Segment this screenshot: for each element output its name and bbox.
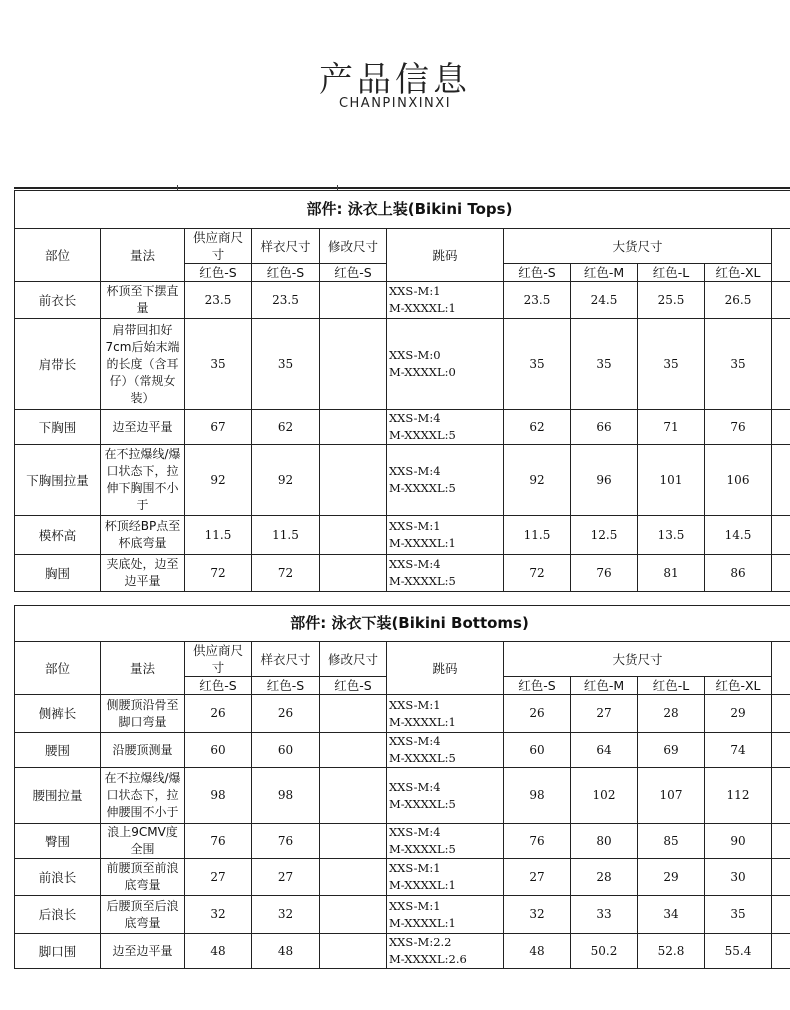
size-header: 红色-S	[320, 677, 387, 695]
bulk-size-xl-cell: 55.4	[705, 934, 772, 969]
jump-rule: M-XXXXL:5	[389, 428, 456, 442]
bulk-size-s-cell: 60	[504, 733, 571, 768]
part-cell: 臀围	[15, 824, 101, 859]
sample-size-cell: 11.5	[252, 516, 320, 555]
sample-size-cell: 32	[252, 896, 320, 934]
table-row	[15, 410, 790, 445]
jump-cell	[387, 516, 504, 555]
jump-cell	[387, 410, 504, 445]
size-header: 红色-L	[638, 264, 705, 282]
col-header-supplier: 供应商尺寸	[185, 229, 252, 264]
modified-size-cell	[320, 282, 387, 319]
part-cell: 肩带长	[15, 319, 101, 410]
method-cell: 后腰顶至后浪底弯量	[101, 896, 185, 934]
bulk-size-s-cell: 11.5	[504, 516, 571, 555]
jump-rule: XXS-M:4	[389, 825, 441, 839]
bulk-size-xl-cell: 29	[705, 695, 772, 733]
edge-cell	[772, 768, 790, 824]
method-cell: 在不拉爆线/爆口状态下，拉伸下胸围不小于	[101, 445, 185, 516]
jump-rule: M-XXXXL:1	[389, 536, 456, 550]
bulk-size-xl-cell: 112	[705, 768, 772, 824]
sample-size-cell: 26	[252, 695, 320, 733]
size-header: 红色-S	[252, 264, 320, 282]
tops-table-title: 部件: 泳衣上装(Bikini Tops)	[15, 191, 790, 229]
table-row	[15, 516, 790, 555]
jump-rule: XXS-M:4	[389, 557, 441, 571]
edge-cell	[772, 282, 790, 319]
bulk-size-l-cell: 34	[638, 896, 705, 934]
bulk-size-s-cell: 72	[504, 555, 571, 592]
bulk-size-xl-cell: 14.5	[705, 516, 772, 555]
modified-size-cell	[320, 733, 387, 768]
jump-cell	[387, 319, 504, 410]
table-row	[15, 859, 790, 896]
supplier-size-cell: 67	[185, 410, 252, 445]
bulk-size-l-cell: 25.5	[638, 282, 705, 319]
size-header: 红色-L	[638, 677, 705, 695]
part-cell: 胸围	[15, 555, 101, 592]
edge-cell	[772, 934, 790, 969]
col-header-sample: 样衣尺寸	[252, 642, 320, 677]
bulk-size-xl-cell: 90	[705, 824, 772, 859]
edge-cell	[772, 859, 790, 896]
table-row	[15, 319, 790, 410]
part-cell: 前衣长	[15, 282, 101, 319]
edge-cell	[772, 733, 790, 768]
col-header-supplier: 供应商尺寸	[185, 642, 252, 677]
jump-cell	[387, 896, 504, 934]
jump-rule: XXS-M:1	[389, 861, 441, 875]
bulk-size-l-cell: 81	[638, 555, 705, 592]
bulk-size-xl-cell: 26.5	[705, 282, 772, 319]
supplier-size-cell: 35	[185, 319, 252, 410]
modified-size-cell	[320, 319, 387, 410]
method-cell: 侧腰顶沿骨至脚口弯量	[101, 695, 185, 733]
supplier-size-cell: 92	[185, 445, 252, 516]
bulk-size-m-cell: 50.2	[571, 934, 638, 969]
bulk-size-l-cell: 101	[638, 445, 705, 516]
part-cell: 腰围拉量	[15, 768, 101, 824]
size-header: 红色-S	[320, 264, 387, 282]
method-cell: 在不拉爆线/爆口状态下，拉伸腰围不小于	[101, 768, 185, 824]
col-header-method: 量法	[101, 642, 185, 695]
method-cell: 杯顶至下摆直量	[101, 282, 185, 319]
bulk-size-s-cell: 27	[504, 859, 571, 896]
supplier-size-cell: 98	[185, 768, 252, 824]
bulk-size-m-cell: 28	[571, 859, 638, 896]
table-row	[15, 934, 790, 969]
jump-rule: M-XXXXL:1	[389, 915, 456, 930]
size-header: 红色-XL	[705, 264, 772, 282]
col-header-modified: 修改尺寸	[320, 642, 387, 677]
jump-rule: M-XXXXL:5	[389, 796, 456, 811]
sample-size-cell: 27	[252, 859, 320, 896]
jump-cell	[387, 768, 504, 824]
jump-rule: XXS-M:1	[389, 284, 441, 298]
bulk-size-s-cell: 76	[504, 824, 571, 859]
method-cell: 边至边平量	[101, 410, 185, 445]
bulk-size-l-cell: 85	[638, 824, 705, 859]
part-cell: 下胸围拉量	[15, 445, 101, 516]
table-row	[15, 896, 790, 934]
bulk-size-l-cell: 52.8	[638, 934, 705, 969]
sample-size-cell: 72	[252, 555, 320, 592]
part-cell: 下胸围	[15, 410, 101, 445]
part-cell: 后浪长	[15, 896, 101, 934]
table-row	[15, 445, 790, 516]
edge-cell	[772, 229, 790, 282]
jump-cell	[387, 695, 504, 733]
sample-size-cell: 92	[252, 445, 320, 516]
bulk-size-l-cell: 13.5	[638, 516, 705, 555]
bulk-size-xl-cell: 35	[705, 319, 772, 410]
col-header-part: 部位	[15, 642, 101, 695]
size-header: 红色-XL	[705, 677, 772, 695]
jump-rule: M-XXXXL:1	[389, 714, 456, 729]
part-cell: 侧裤长	[15, 695, 101, 733]
bulk-size-l-cell: 107	[638, 768, 705, 824]
jump-rule: XXS-M:1	[389, 697, 441, 712]
size-header: 红色-S	[504, 264, 571, 282]
supplier-size-cell: 26	[185, 695, 252, 733]
jump-rule: M-XXXXL:1	[389, 878, 456, 892]
page-subtitle: CHANPINXINXI	[338, 96, 452, 111]
edge-cell	[772, 642, 790, 695]
edge-cell	[772, 695, 790, 733]
table-row	[15, 768, 790, 824]
modified-size-cell	[320, 934, 387, 969]
size-header: 红色-M	[571, 677, 638, 695]
bulk-size-m-cell: 96	[571, 445, 638, 516]
bulk-size-m-cell: 102	[571, 768, 638, 824]
edge-cell	[772, 410, 790, 445]
size-header: 红色-M	[571, 264, 638, 282]
bulk-size-xl-cell: 30	[705, 859, 772, 896]
edge-cell	[772, 824, 790, 859]
table-row	[15, 695, 790, 733]
jump-rule: M-XXXXL:5	[389, 574, 456, 588]
bulk-size-l-cell: 29	[638, 859, 705, 896]
bulk-size-l-cell: 69	[638, 733, 705, 768]
modified-size-cell	[320, 516, 387, 555]
modified-size-cell	[320, 896, 387, 934]
modified-size-cell	[320, 824, 387, 859]
bulk-size-s-cell: 92	[504, 445, 571, 516]
jump-rule: XXS-M:2.2	[389, 935, 452, 949]
jump-cell	[387, 934, 504, 969]
jump-rule: M-XXXXL:1	[389, 301, 456, 315]
bulk-size-l-cell: 28	[638, 695, 705, 733]
bulk-size-s-cell: 62	[504, 410, 571, 445]
col-header-method: 量法	[101, 229, 185, 282]
jump-rule: XXS-M:1	[389, 898, 441, 913]
supplier-size-cell: 27	[185, 859, 252, 896]
edge-cell	[772, 555, 790, 592]
supplier-size-cell: 32	[185, 896, 252, 934]
sample-size-cell: 35	[252, 319, 320, 410]
bulk-size-xl-cell: 35	[705, 896, 772, 934]
method-cell: 浪上9CMV度全围	[101, 824, 185, 859]
bulk-size-xl-cell: 86	[705, 555, 772, 592]
supplier-size-cell: 76	[185, 824, 252, 859]
jump-rule: XXS-M:0	[389, 348, 441, 362]
modified-size-cell	[320, 768, 387, 824]
jump-rule: XXS-M:4	[389, 411, 441, 425]
sample-size-cell: 76	[252, 824, 320, 859]
bulk-size-m-cell: 12.5	[571, 516, 638, 555]
modified-size-cell	[320, 555, 387, 592]
jump-cell	[387, 445, 504, 516]
size-header: 红色-S	[185, 677, 252, 695]
jump-rule: XXS-M:4	[389, 734, 441, 748]
sample-size-cell: 98	[252, 768, 320, 824]
method-cell: 肩带回扣好7cm后始末端的长度（含耳仔）（常规女装）	[101, 319, 185, 410]
supplier-size-cell: 48	[185, 934, 252, 969]
col-header-bulk: 大货尺寸	[504, 229, 772, 264]
supplier-size-cell: 60	[185, 733, 252, 768]
modified-size-cell	[320, 859, 387, 896]
part-cell: 腰围	[15, 733, 101, 768]
bulk-size-xl-cell: 76	[705, 410, 772, 445]
bulk-size-m-cell: 66	[571, 410, 638, 445]
bottoms-size-table	[14, 605, 790, 969]
sample-size-cell: 23.5	[252, 282, 320, 319]
method-cell: 夹底处，边至边平量	[101, 555, 185, 592]
jump-cell	[387, 555, 504, 592]
supplier-size-cell: 23.5	[185, 282, 252, 319]
col-header-modified: 修改尺寸	[320, 229, 387, 264]
jump-cell	[387, 733, 504, 768]
jump-cell	[387, 859, 504, 896]
jump-rule: M-XXXXL:2.6	[389, 952, 467, 966]
sample-size-cell: 60	[252, 733, 320, 768]
bulk-size-m-cell: 27	[571, 695, 638, 733]
jump-rule: XXS-M:4	[389, 464, 441, 478]
bulk-size-m-cell: 64	[571, 733, 638, 768]
method-cell: 杯顶经BP点至杯底弯量	[101, 516, 185, 555]
bottoms-table-title: 部件: 泳衣下装(Bikini Bottoms)	[15, 606, 790, 642]
table-row	[15, 282, 790, 319]
bulk-size-xl-cell: 74	[705, 733, 772, 768]
sample-size-cell: 62	[252, 410, 320, 445]
method-cell: 沿腰顶测量	[101, 733, 185, 768]
bulk-size-s-cell: 35	[504, 319, 571, 410]
table-row	[15, 555, 790, 592]
part-cell: 前浪长	[15, 859, 101, 896]
jump-rule: M-XXXXL:5	[389, 751, 456, 765]
modified-size-cell	[320, 695, 387, 733]
bulk-size-l-cell: 71	[638, 410, 705, 445]
bulk-size-s-cell: 48	[504, 934, 571, 969]
tops-size-table	[14, 190, 790, 592]
sample-size-cell: 48	[252, 934, 320, 969]
size-header: 红色-S	[252, 677, 320, 695]
edge-cell	[772, 319, 790, 410]
bulk-size-m-cell: 24.5	[571, 282, 638, 319]
jump-rule: M-XXXXL:5	[389, 842, 456, 856]
bulk-size-s-cell: 32	[504, 896, 571, 934]
bulk-size-m-cell: 35	[571, 319, 638, 410]
col-header-part: 部位	[15, 229, 101, 282]
edge-cell	[772, 516, 790, 555]
part-cell: 模杯高	[15, 516, 101, 555]
method-cell: 前腰顶至前浪底弯量	[101, 859, 185, 896]
modified-size-cell	[320, 445, 387, 516]
bulk-size-xl-cell: 106	[705, 445, 772, 516]
bulk-size-m-cell: 80	[571, 824, 638, 859]
col-header-jump: 跳码	[387, 642, 504, 695]
col-header-bulk: 大货尺寸	[504, 642, 772, 677]
col-header-sample: 样衣尺寸	[252, 229, 320, 264]
supplier-size-cell: 11.5	[185, 516, 252, 555]
modified-size-cell	[320, 410, 387, 445]
jump-cell	[387, 824, 504, 859]
bulk-size-m-cell: 33	[571, 896, 638, 934]
part-cell: 脚口围	[15, 934, 101, 969]
bulk-size-s-cell: 23.5	[504, 282, 571, 319]
jump-rule: M-XXXXL:5	[389, 481, 456, 495]
col-header-jump: 跳码	[387, 229, 504, 282]
supplier-size-cell: 72	[185, 555, 252, 592]
method-cell: 边至边平量	[101, 934, 185, 969]
page-title: 产品信息	[319, 60, 471, 100]
top-rule	[14, 187, 790, 189]
bulk-size-s-cell: 26	[504, 695, 571, 733]
table-row	[15, 733, 790, 768]
bulk-size-m-cell: 76	[571, 555, 638, 592]
bulk-size-l-cell: 35	[638, 319, 705, 410]
edge-cell	[772, 445, 790, 516]
jump-rule: XXS-M:4	[389, 779, 441, 794]
jump-rule: M-XXXXL:0	[389, 365, 456, 379]
jump-rule: XXS-M:1	[389, 519, 441, 533]
jump-cell	[387, 282, 504, 319]
size-header: 红色-S	[504, 677, 571, 695]
size-header: 红色-S	[185, 264, 252, 282]
edge-cell	[772, 896, 790, 934]
table-row	[15, 824, 790, 859]
bulk-size-s-cell: 98	[504, 768, 571, 824]
